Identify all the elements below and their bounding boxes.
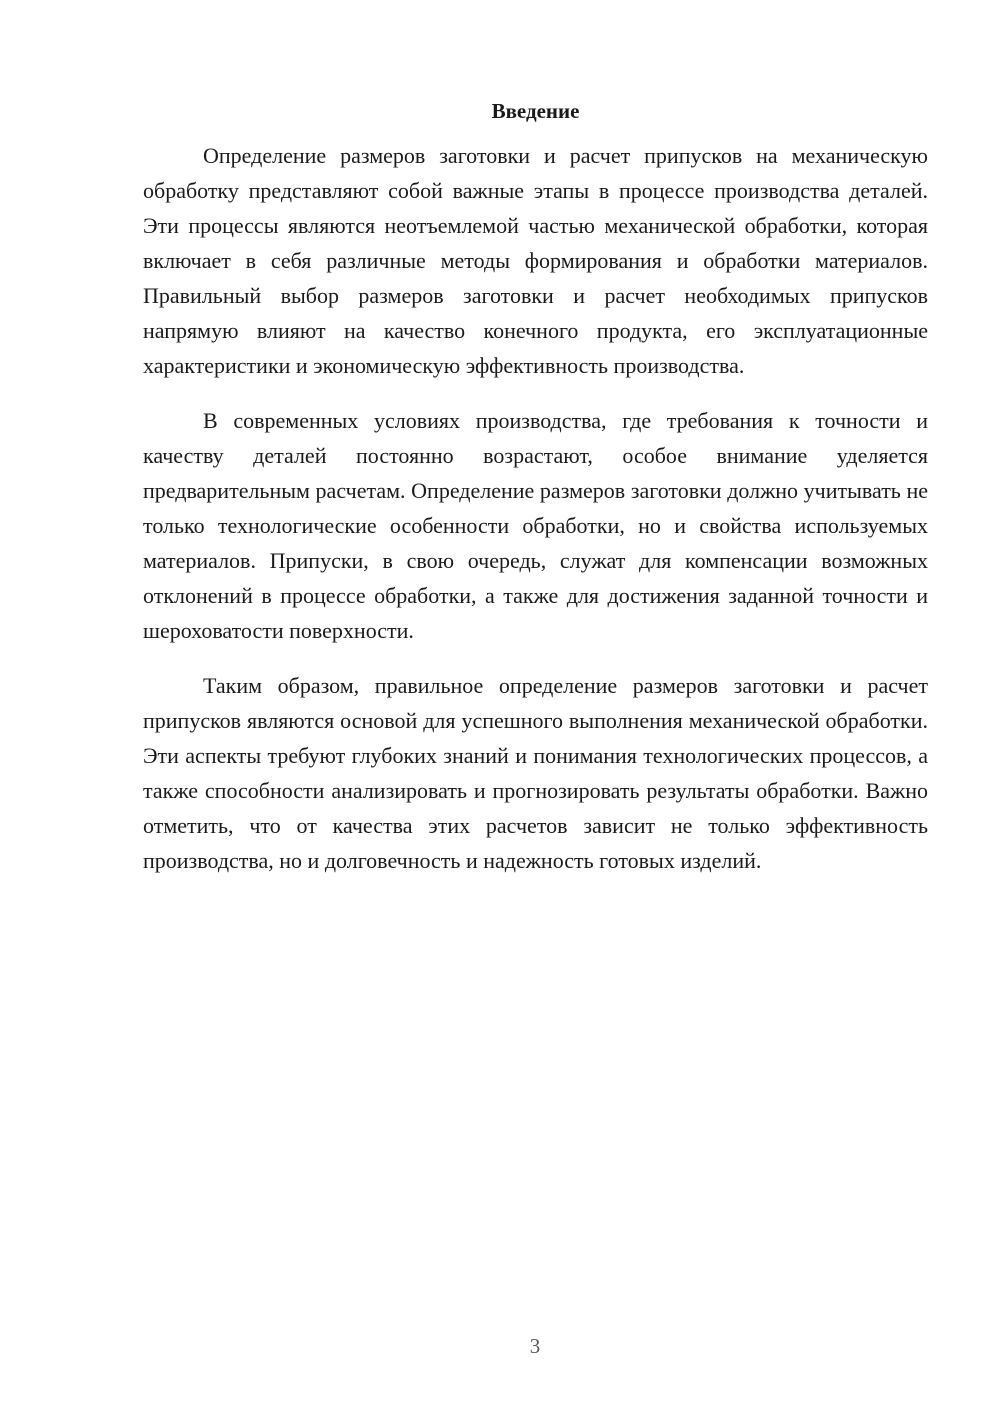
- paragraph-3: Таким образом, правильное определение размеров заготовки и расчет припусков являются основой для успешного выполнения механической обработки. Эти аспекты требуют глубоких знаний и понимания технологических процессов, а также способности анализировать и прогнозировать результаты обработки. Важно отметить, что от качества этих расчетов зависит не только эффективность производства, но и долговечность и надежность готовых изделий.: [143, 673, 928, 873]
- page-content: [143, 96, 928, 878]
- section-title: Введение: [491, 99, 580, 123]
- paragraph-1: Определение размеров заготовки и расчет припусков на механическую обработку представляют собой важные этапы в процессе производства деталей. Эти процессы являются неотъемлемой частью механической обработки, которая включает в себя различные методы формирования и обработки материалов. Правильный выбор размеров заготовки и расчет необходимых припусков напрямую влияют на качество конечного продукта, его эксплуатационные характеристики и экономическую эффективность производства.: [143, 143, 928, 378]
- paragraph-2: В современных условиях производства, где требования к точности и качеству деталей постоянно возрастают, особое внимание уделяется предварительным расчетам. Определение размеров заготовки должно учитывать не только технологические особенности обработки, но и свойства используемых материалов. Припуски, в свою очередь, служат для компенсации возможных отклонений в процессе обработки, а также для достижения заданной точности и шероховатости поверхности.: [143, 408, 928, 643]
- page-number: 3: [529, 1334, 541, 1358]
